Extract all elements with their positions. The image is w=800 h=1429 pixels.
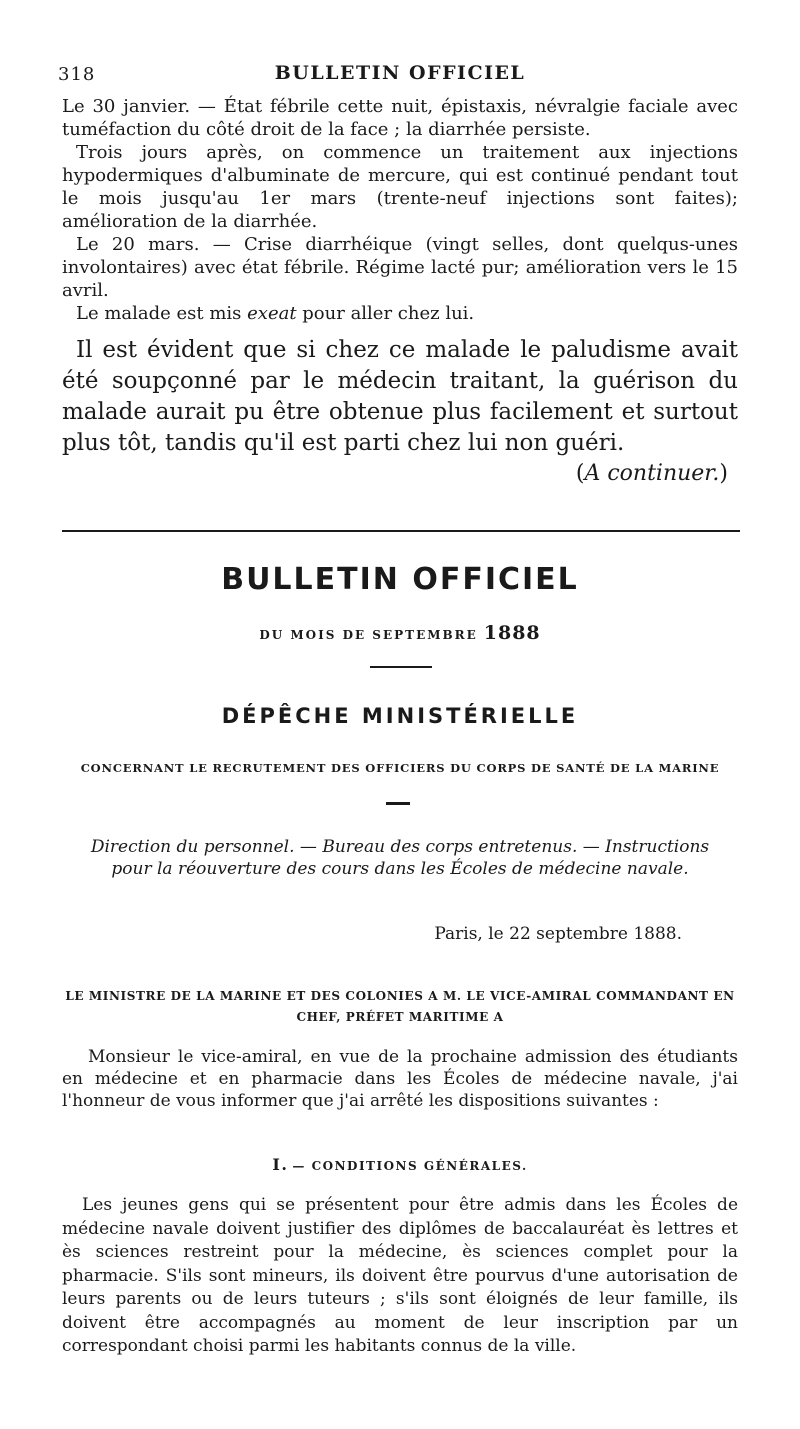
section-divider xyxy=(62,530,740,532)
continuer-open-paren: ( xyxy=(575,461,585,486)
paragraph-exeat xyxy=(62,302,738,325)
conclusion-paragraph: Il est évident que si chez ce malade le paludisme avait été soupçonné par le médecin traitant, la guérison du malade aurait pu être obtenue plus facilement et surtout plus tôt, tandis qu'il est parti chez lui non guéri. xyxy=(62,337,738,456)
depeche-title: DÉPÊCHE MINISTÉRIELLE xyxy=(221,704,579,728)
section-title: — CONDITIONS GÉNÉRALES. xyxy=(292,1159,528,1173)
letter-body: Monsieur le vice-amiral, en vue de la prochaine admission des étudiants en médecine et en pharmacie dans les Écoles de médecine navale, j'ai l'honneur de vous informer que j'ai arrêté les dispositions suivantes : xyxy=(62,1047,738,1111)
depeche-subtitle: CONCERNANT LE RECRUTEMENT DES OFFICIERS DU CORPS DE SANTÉ DE LA MARINE xyxy=(80,761,720,775)
dateline: Paris, le 22 septembre 1888. xyxy=(434,924,682,944)
paragraph-injections: Trois jours après, on commence un traitement aux injections hypodermiques d'albuminate de mercure, qui est continué pendant tout le mois jusqu'au 1er mars (trente-neuf injections sont faites); amélioration de la diarrhée. xyxy=(62,142,738,232)
exeat-text-start: Le malade est mis xyxy=(76,303,248,324)
direction-line: Direction du personnel. — Bureau des corps entretenus. — Instructions pour la réouverture des cours dans les Écoles de médecine navale. xyxy=(90,837,710,879)
paragraph-30-janvier: Le 30 janvier. — État fébrile cette nuit, épistaxis, névralgie faciale avec tuméfaction du côté droit de la face ; la diarrhée persiste. xyxy=(62,96,738,140)
short-divider xyxy=(370,666,432,668)
small-dash xyxy=(386,802,410,805)
conditions-paragraph: Les jeunes gens qui se présentent pour être admis dans les Écoles de médecine navale doivent justifier des diplômes de baccalauréat ès lettres et ès sciences restreint pour la médecine, ès sciences complet pour la pharmacie. S'ils sont mineurs, ils doivent être pourvus d'une autorisation de leurs parents ou de leurs tuteurs ; s'ils sont éloignés de leur famille, ils doivent être accompagnés au moment de leur inscription par un correspondant choisi parmi les habitants connus de la ville. xyxy=(62,1195,738,1356)
bulletin-month: DU MOIS DE SEPTEMBRE xyxy=(259,628,478,642)
page-header xyxy=(58,62,742,92)
paragraph-20-mars: Le 20 mars. — Crise diarrhéique (vingt selles, dont quelqus-unes involontaires) avec état fébrile. Régime lacté pur; amélioration vers le 15 avril. xyxy=(62,234,738,301)
exeat-text-end: pour aller chez lui. xyxy=(296,303,475,324)
bulletin-title: BULLETIN OFFICIEL xyxy=(221,562,579,597)
a-continuer xyxy=(62,461,738,486)
bulletin-year: 1888 xyxy=(483,622,541,644)
section-heading xyxy=(0,1155,800,1174)
page-number: 318 xyxy=(58,64,96,85)
continuer-label: A continuer. xyxy=(584,461,720,486)
exeat-word: exeat xyxy=(247,303,297,324)
bulletin-subtitle xyxy=(0,622,800,644)
section-numeral: I. xyxy=(272,1155,289,1174)
addressee: LE MINISTRE DE LA MARINE ET DES COLONIES A M. LE VICE-AMIRAL COMMANDANT EN CHEF, PRÉFET MARITIME A xyxy=(65,989,735,1024)
running-head: BULLETIN OFFICIEL xyxy=(274,62,526,84)
article-continuation xyxy=(62,95,738,486)
continuer-close-paren: ) xyxy=(719,461,728,486)
